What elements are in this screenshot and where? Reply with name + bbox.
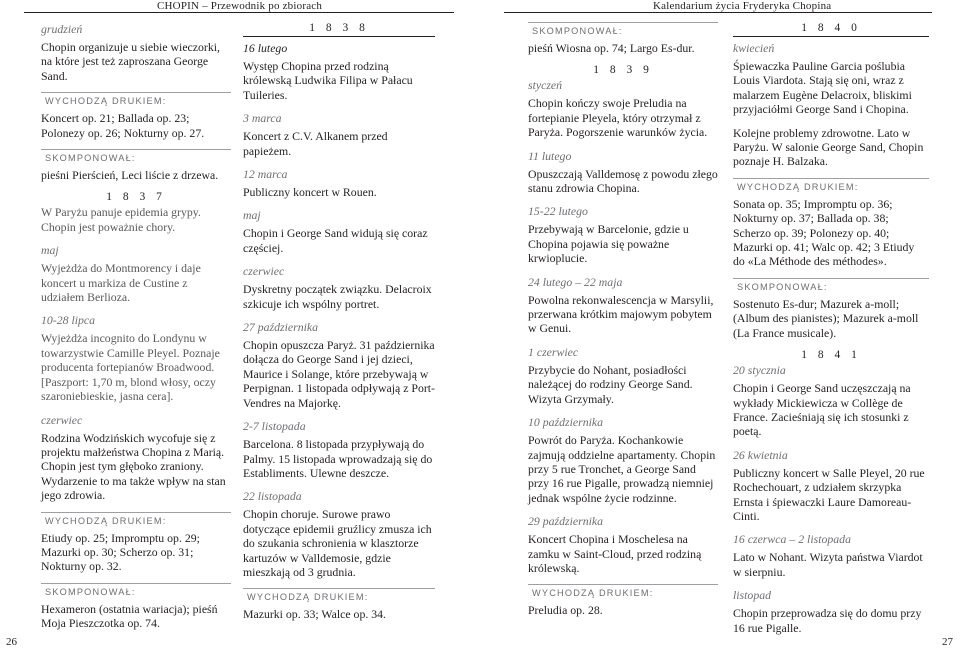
section-label: WYCHODZĄ DRUKIEM: [41,92,231,107]
year-heading: 1 8 4 0 [733,22,929,37]
entry-text: Chopin i George Sand uczęszczają na wykłady Mickiewicza w Collège de France. Zacieśniają się ich stosunki z poetą. [733,381,911,439]
section-label: WYCHODZĄ DRUKIEM: [733,178,929,193]
page-number-right: 27 [942,636,953,648]
entry-text: Dyskretny początek związku. Delacroix szkicuje ich wspólny portret. [243,282,432,311]
section-label: WYCHODZĄ DRUKIEM: [41,512,231,527]
entry-text: Koncert Chopina i Moschelesa na zamku w Saint-Cloud, przed rodziną królewską. [528,532,702,575]
section-label: WYCHODZĄ DRUKIEM: [243,588,435,603]
entry-date: czerwiec [41,412,83,427]
section-label: SKOMPONOWAŁ: [733,278,929,293]
column-1 [41,22,231,640]
header-rule-left [24,12,454,13]
entry-date: listopad [733,588,772,603]
entry-date: 11 lutego [528,148,572,163]
entry-text: Powolna rekonwalescencja w Marsylii, przerwana krótkim majowym pobytem w Genui. [528,292,714,336]
entry-date: 15-22 lutego [528,204,588,219]
entry-text: Chopin i George Sand widują się coraz częściej. [243,226,428,255]
entry-text: Chopin kończy swoje Preludia na fortepianie Pleyela, który otrzymał z Paryża. Pogorszenie warunków życia. [528,96,708,140]
entry-date: 29 października [528,514,604,529]
entry-text: W Paryżu panuje epidemia grypy. Chopin jest poważnie chory. [41,205,201,234]
page-number-left: 26 [6,636,17,648]
entry-date: 3 marca [243,111,282,126]
year-heading: 1 8 3 7 [106,191,166,204]
entry-text: Sonata op. 35; Impromptu op. 36; Nokturny op. 37; Ballada op. 38; Scherzo op. 39; Polonezy op. 40; Mazurki op. 41; Walc op. 42; 3 Etiudy do «La Méthode des méthodes». [733,196,915,269]
entry-text: Koncert z C.V. Alkanem przed papieżem. [243,129,388,158]
entry-text: Przebywają w Barcelonie, gdzie u Chopina pojawia się poważne krwioplucie. [528,222,689,266]
entry-text: Wyjeżdża incognito do Londynu w towarzystwie Camille Pleyel. Poznaje producenta fortepianów Broadwood. [Paszport: 1,70 m, blond włosy, oczy szaroniebieskie, jasna cera]. [41,331,220,404]
running-head-left: CHOPIN – Przewodnik po zbiorach [157,0,323,12]
entry-text: Mazurki op. 33; Walce op. 34. [243,607,386,622]
column-2 [243,22,435,631]
entry-text: Lato w Nohant. Wizyta państwa Viardot w sierpniu. [733,550,923,579]
entry-text: Chopin choruje. Surowe prawo dotyczące epidemii gruźlicy zmusza ich do szukania schronienia w klasztorze kartuzów w Valldemosie, gdzie mieszkają od 3 grudnia. [243,507,432,579]
section-label: SKOMPONOWAŁ: [41,583,231,598]
section-label: WYCHODZĄ DRUKIEM: [528,584,718,599]
entry-text: Koncert op. 21; Ballada op. 23; Polonezy op. 26; Nokturny op. 27. [41,111,205,140]
entry-date: 24 lutego – 22 maja [528,274,623,289]
entry-date: 16 czerwca – 2 listopada [733,532,851,547]
entry-text: pieśni Pierścień, Leci liście z drzewa. [41,168,219,183]
running-head-right: Kalendarium życia Fryderyka Chopina [653,0,832,12]
entry-date: 12 marca [243,167,288,182]
entry-text: Hexameron (ostatnia wariacja); pieśń Moja Pieszczotka op. 74. [41,601,218,631]
entry-text: Śpiewaczka Pauline Garcia poślubia Louis Viardota. Stają się oni, wraz z malarzem Eugène Delacroix, bliskimi przyjaciółmi George Sand i Chopina. [733,59,912,117]
entry-text: Publiczny koncert w Salle Pleyel, 20 rue Rochechouart, z udziałem skrzypka Ernsta i śpiewaczki Laure Damoreau-Cinti. [733,465,925,523]
entry-text: Etiudy op. 25; Impromptu op. 29; Mazurki op. 30; Scherzo op. 31; Nokturny op. 32. [41,530,200,574]
entry-date: styczeń [528,78,563,93]
entry-date: 10-28 lipca [41,313,96,328]
entry-date: 26 kwietnia [733,447,788,462]
entry-date: czerwiec [243,264,285,279]
entry-date: 22 listopada [243,489,302,504]
entry-text: Barcelona. 8 listopada przypływają do Palmy. 15 listopada wprowadzają się do Establiments. Ulewne deszcze. [243,437,433,480]
entry-date: 16 lutego [243,41,288,55]
entry-text: Opuszczają Valldemosę z powodu złego stanu zdrowia Chopina. [528,166,718,196]
entry-date: 10 października [528,415,604,430]
entry-date: 20 stycznia [733,363,786,378]
year-heading: 1 8 4 1 [801,349,861,362]
entry-text: Kolejne problemy zdrowotne. Lato w Paryżu. W salonie George Sand, Chopin poznaje H. Balzaka. [733,125,924,169]
entry-text: Chopin przeprowadza się do domu przy 16 rue Pigalle. [733,606,922,635]
entry-text: Chopin organizuje u siebie wieczorki, na które jest też zaproszana George Sand. [41,40,220,83]
entry-text: Powrót do Paryża. Kochankowie zajmują oddzielne apartamenty. Chopin przy 5 rue Tronchet, a George Sand przy 16 rue Pigalle, prowadzą niemniej jednak wspólne życie rodzinne. [528,433,716,505]
entry-text: Występ Chopina przed rodziną królewską Ludwika Filipa w Pałacu Tuileries. [243,59,413,102]
year-heading: 1 8 3 9 [593,64,653,77]
column-3 [528,22,718,627]
entry-date: 1 czerwiec [528,344,579,359]
year-heading: 1 8 3 8 [243,22,435,37]
entry-text: Wyjeżdża do Montmorency i daje koncert u markiza de Custine z udziałem Berlioza. [41,261,201,305]
section-label: SKOMPONOWAŁ: [41,149,231,164]
entry-date: maj [243,208,261,223]
entry-text: Publiczny koncert w Rouen. [243,185,377,200]
entry-text: Sostenuto Es-dur; Mazurek a-moll; (Album des pianistes); Mazurek a-moll (La France musicale). [733,296,919,340]
entry-date: 2-7 listopada [243,419,306,434]
entry-text: pieśń Wiosna op. 74; Largo Es-dur. [528,41,695,55]
entry-text: Przybycie do Nohant, posiadłości należącej do rodziny George Sand. Wizyta Grzymały. [528,362,693,406]
entry-text: Rodzina Wodzińskich wycofuje się z projektu małżeństwa Chopina z Marią. Chopin jest tym głęboko zraniony. Wydarzenie to ma także wpływ na stan jego zdrowia. [41,430,226,503]
entry-date: 27 października [243,320,319,335]
entry-text: Preludia op. 28. [528,603,603,618]
column-4 [733,22,929,644]
header-rule-right [504,12,932,13]
section-label: SKOMPONOWAŁ: [528,22,718,37]
entry-date: maj [41,243,59,258]
entry-date: kwiecień [733,41,775,55]
entry-date: grudzień [41,22,83,36]
entry-text: Chopin opuszcza Paryż. 31 października dołącza do George Sand i jej dzieci, Maurice i Solange, które przebywają w Perpignan. 1 listopada odpływają z Port-Vendres na Majorkę. [243,338,435,410]
